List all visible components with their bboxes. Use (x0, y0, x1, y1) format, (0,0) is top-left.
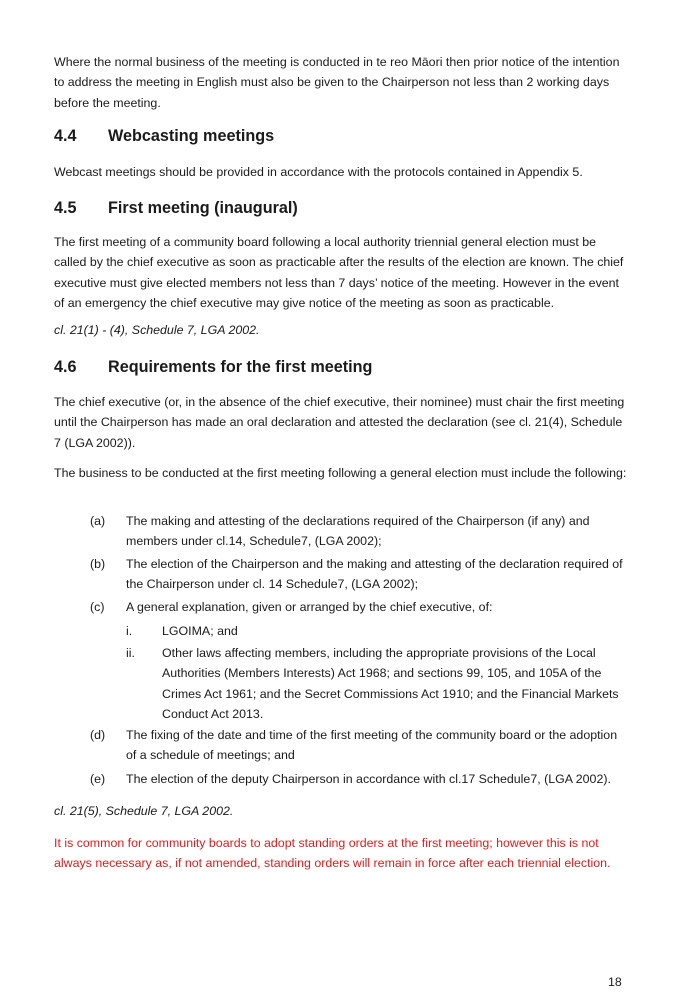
list-label: (e) (90, 772, 106, 786)
chair-paragraph: The chief executive (or, in the absence of the chief executive, their nominee) must chair the first meeting until the Chairperson has made an oral declaration and attested the declaration (see cl. 21(4), Schedule 7 (LGA 2002)). (54, 395, 625, 450)
list-label: (a) (90, 514, 106, 528)
page-number: 18 (608, 975, 622, 989)
citation: cl. 21(5), Schedule 7, LGA 2002. (54, 804, 234, 818)
list-text: The election of the deputy Chairperson in accordance with cl.17 Schedule7, (LGA 2002). (126, 772, 611, 786)
list-text: A general explanation, given or arranged by the chief executive, of: (126, 600, 493, 614)
section-number: 4.6 (54, 358, 77, 376)
business-paragraph: The business to be conducted at the first meeting following a general election must include the following: (54, 466, 627, 480)
list-label: (c) (90, 600, 105, 614)
citation: cl. 21(1) - (4), Schedule 7, LGA 2002. (54, 323, 260, 337)
intro-paragraph: Where the normal business of the meeting is conducted in te reo Māori then prior notice of the intention to address the meeting in English must also be given to the Chairperson not less than 2 working days before the meeting. (54, 55, 620, 110)
section-title: Requirements for the first meeting (108, 358, 373, 376)
sub-list-label: i. (126, 624, 133, 638)
section-title: First meeting (inaugural) (108, 199, 298, 217)
sub-list-text: LGOIMA; and (162, 624, 238, 638)
list-text: The fixing of the date and time of the first meeting of the community board or the adoption of a schedule of meetings; and (126, 728, 618, 763)
list-label: (d) (90, 728, 106, 742)
list-label: (b) (90, 557, 106, 571)
sub-list-text: Other laws affecting members, including the appropriate provisions of the Local Authorities (Members Interests) Act 1968; and sections 99, 105, and 105A of the Crimes Act 1961; and the Secret Commissions Act 1910; and the Financial Markets Conduct Act 2013. (162, 646, 619, 721)
note-paragraph: It is common for community boards to adopt standing orders at the first meeting; however this is not always necessary as, if not amended, standing orders will remain in force after each triennial election. (54, 836, 611, 871)
first-meeting-paragraph: The first meeting of a community board following a local authority triennial general election must be called by the chief executive as soon as practicable after the results of the election are known. The chief executive must give elected members not less than 7 days’ notice of the meeting. However in the event of an emergency the chief executive may give notice of the meeting as soon as practicable. (54, 235, 624, 310)
list-text: The making and attesting of the declarations required of the Chairperson (if any) and members under cl.14, Schedule7, (LGA 2002); (126, 514, 590, 549)
heading-4-4 (54, 125, 274, 147)
heading-4-5 (54, 197, 298, 219)
section-title: Webcasting meetings (108, 127, 275, 145)
webcast-paragraph: Webcast meetings should be provided in accordance with the protocols contained in Appendix 5. (54, 165, 583, 179)
section-number: 4.4 (54, 127, 77, 145)
heading-4-6 (54, 356, 372, 378)
list-text: The election of the Chairperson and the making and attesting of the declaration required of the Chairperson under cl. 14 Schedule7, (LGA 2002); (126, 557, 623, 592)
sub-list-label: ii. (126, 646, 135, 660)
section-number: 4.5 (54, 199, 77, 217)
